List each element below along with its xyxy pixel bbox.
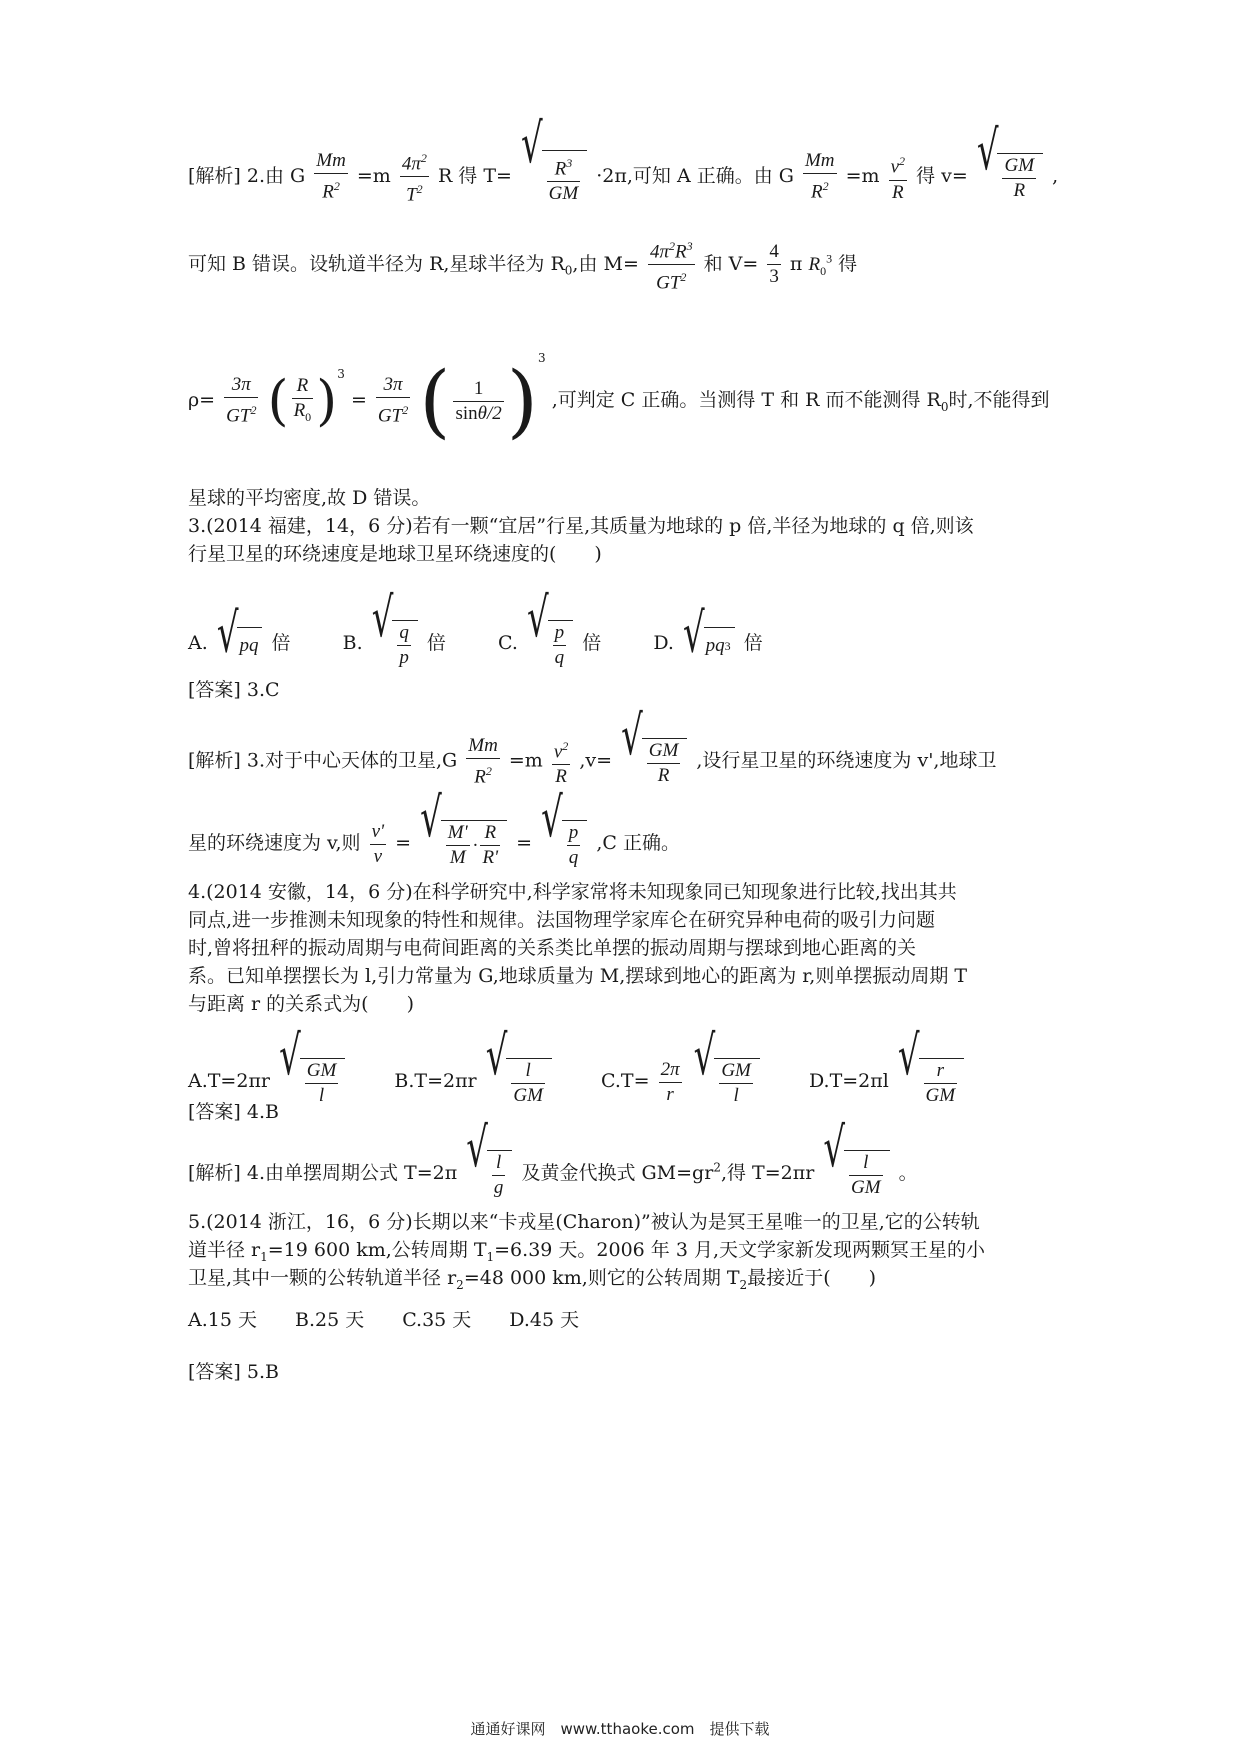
text: 时,不能得到 — [948, 389, 1050, 411]
text: =m — [356, 164, 391, 187]
q5-options: A.15 天 B.25 天 C.35 天 D.45 天 — [188, 1309, 580, 1331]
text: [解析] 4.由单摆周期公式 T=2π — [188, 1162, 458, 1184]
sqrt-GM-R: √ $\frac{GM}{R}$ — [977, 153, 1043, 201]
fraction-1-sin: $\frac{1}{\sin\theta/2}$ — [455, 377, 502, 424]
page-footer: 通通好课网 www.tthaoke.com 提供下载 — [470, 1720, 770, 1738]
sqrt-R3-GM: √ $\frac{R^3}{GM}$ — [521, 150, 587, 204]
text: =m — [508, 749, 543, 772]
q4-answer: [答案] 4.B — [188, 1101, 279, 1123]
fraction-R-R0: $\frac{R}{R_0}$ — [293, 374, 312, 424]
fraction-v2-R: $\frac{v^2}{R}$ — [553, 739, 569, 788]
sqrt-p-q: √ $\frac{p}{q}$ — [541, 820, 587, 868]
analysis2-line2 — [188, 236, 857, 294]
fraction-2pi-r: $\frac{2\pi}{r}$ — [660, 1058, 680, 1105]
option-label: C. — [498, 632, 518, 654]
paren: ( — [267, 369, 289, 432]
q3-answer: [答案] 3.C — [188, 679, 280, 701]
text: ,由 M= — [572, 252, 639, 275]
fraction-4pi2R3-GT2: $\frac{4\pi^2R^3}{GT^2}$ — [649, 239, 693, 294]
q4-options — [188, 1024, 967, 1106]
option-label: D.T=2πl — [808, 1070, 889, 1092]
sqrt-pq: √ pq — [217, 627, 263, 661]
q3-stem-line2: 行星卫星的环绕速度是地球卫星环绕速度的( ) — [188, 543, 602, 565]
q4-stem-line3: 时,曾将扭秤的振动周期与电荷间距离的关系类比单摆的振动周期与摆球到地心距离的关 — [188, 937, 917, 959]
paren: ) — [506, 354, 538, 447]
fraction-3pi-GT2: $\frac{3\pi}{GT^2}$ — [377, 374, 409, 427]
q4-stem-line5: 与距离 r 的关系式为( ) — [188, 993, 414, 1015]
text: 可知 B 错误。设轨道半径为 R,星球半径为 R — [188, 252, 565, 275]
sqrt-GM-R: √ $\frac{GM}{R}$ — [621, 738, 687, 786]
subscript: 1 — [260, 1249, 268, 1264]
sqrt-r-GM: √ $\frac{r}{GM}$ — [898, 1058, 964, 1106]
text: =m — [845, 164, 880, 187]
sqrt-l-GM: √ $\frac{l}{GM}$ — [486, 1058, 552, 1106]
option-label: A.T=2πr — [188, 1070, 271, 1092]
text: 卫星,其中一颗的公转轨道半径 r — [188, 1267, 457, 1289]
q4-stem-line2: 同点,进一步推测未知现象的特性和规律。法国物理学家库仑在研究异种电荷的吸引力问题 — [188, 909, 936, 931]
text: [解析] 2.由 G — [188, 164, 306, 187]
text: ,设行星卫星的环绕速度为 v',地球卫 — [696, 749, 997, 772]
sqrt-p-q: √ $\frac{p}{q}$ — [527, 620, 573, 668]
fraction-Mm-R2: $\frac{Mm}{R^2}$ — [468, 735, 498, 788]
analysis2-line4: 星球的平均密度,故 D 错误。 — [188, 487, 431, 509]
analysis3-line2 — [188, 786, 680, 868]
R0-cubed: $R_0^3$ — [808, 251, 833, 278]
text: 最接近于( ) — [747, 1267, 877, 1289]
text: ,可判定 C 正确。当测得 T 和 R 而不能测得 R — [551, 389, 941, 411]
fraction-v2-R: $\frac{v^2}{R}$ — [890, 154, 906, 203]
q5-stem-line2 — [188, 1238, 985, 1269]
text: =48 000 km,则它的公转周期 T — [463, 1267, 740, 1289]
subscript: 0 — [564, 263, 573, 278]
text: 道半径 r — [188, 1239, 261, 1261]
text: 得 — [838, 252, 858, 275]
sqrt-GM-l: √ $\frac{GM}{l}$ — [279, 1058, 345, 1106]
text: = — [516, 832, 533, 854]
fraction-4pi2-T2: $\frac{4\pi^2}{T^2}$ — [401, 151, 427, 206]
q3-options — [188, 586, 763, 668]
q3-stem-line1: 3.(2014 福建，14，6 分)若有一颗“宜居”行星,其质量为地球的 p 倍,半径为地球的 q 倍,则该 — [188, 515, 974, 537]
option-label: A. — [188, 632, 208, 654]
text: [解析] 3.对于中心天体的卫星,G — [188, 749, 458, 772]
analysis4 — [188, 1116, 918, 1198]
option-label: B. — [342, 632, 363, 654]
fraction-Mm-R2: $\frac{Mm}{R^2}$ — [804, 150, 835, 203]
analysis2-line1 — [188, 112, 1059, 206]
sqrt-ratio: √ $\frac{M'}{M}$ · $\frac{R}{R'}$ — [420, 820, 507, 868]
paren: ) — [316, 369, 338, 432]
text: ρ= — [188, 389, 216, 411]
q4-stem-line4: 系。已知单摆摆长为 l,引力常量为 G,地球质量为 M,摆球到地心的距离为 r,则单摆振动周期 T — [188, 965, 968, 987]
text: R 得 T= — [437, 164, 512, 187]
text: π — [789, 252, 803, 275]
option-label: B.T=2πr — [394, 1070, 477, 1092]
text: 及黄金代换式 GM=gr — [521, 1162, 714, 1184]
text: , — [1052, 164, 1059, 187]
text: = — [350, 389, 367, 411]
subscript: 1 — [486, 1249, 495, 1264]
fraction-Mm-R2: $\frac{Mm}{R^2}$ — [316, 150, 346, 203]
option-label: D. — [653, 632, 674, 654]
text: ,得 T=2πr — [720, 1162, 815, 1184]
paren: ( — [419, 354, 451, 447]
text: 倍 — [426, 632, 446, 654]
analysis3-line1 — [188, 704, 997, 788]
text: 倍 — [582, 632, 602, 654]
text: = — [395, 832, 412, 854]
sqrt-l-GM: √ $\frac{l}{GM}$ — [823, 1150, 889, 1198]
subscript: 2 — [456, 1277, 464, 1292]
text: ·2π,可知 A 正确。由 G — [596, 164, 794, 187]
fraction-4-3: $\frac{4}{3}$ — [769, 241, 779, 288]
text: 和 V= — [703, 252, 759, 275]
text: 倍 — [271, 632, 291, 654]
q4-stem-line1: 4.(2014 安徽，14，6 分)在科学研究中,科学家常将未知现象同已知现象进行比较,找出其共 — [188, 881, 957, 903]
sqrt-q-p: √ $\frac{q}{p}$ — [372, 620, 418, 668]
analysis2-line3: ρ= $\frac{3\pi}{GT^2}$ ( $\frac{R}{R_0}$ )$^3$ = $\frac{3\pi}{GT^2}$ ( $\frac{1}{\sin\theta/2}$ )$^3$ ,可判定 C 正确。当测得 T 和 R 而不能测得 $R_0$时,不能得到 — [188, 351, 1050, 447]
text: ,v= — [579, 749, 613, 772]
superscript: 2 — [713, 1160, 721, 1175]
fraction-3pi-GT2: $\frac{3\pi}{GT^2}$ — [226, 374, 257, 427]
q5-answer: [答案] 5.B — [188, 1361, 279, 1383]
text: 得 v= — [916, 164, 968, 187]
text: 。 — [898, 1162, 918, 1184]
text: 倍 — [743, 632, 763, 654]
sqrt-l-g: √ $\frac{l}{g}$ — [466, 1150, 512, 1198]
q5-stem-line3 — [188, 1266, 876, 1297]
subscript: 2 — [739, 1277, 748, 1292]
text: 星的环绕速度为 v,则 — [188, 832, 361, 854]
subscript: 0 — [940, 399, 949, 414]
text: =6.39 天。2006 年 3 月,天文学家新发现两颗冥王星的小 — [494, 1239, 986, 1261]
text: =19 600 km,公转周期 T — [267, 1239, 487, 1261]
fraction-v-prime-v: $\frac{v'}{v}$ — [371, 820, 385, 867]
text: ,C 正确。 — [596, 832, 680, 854]
sqrt-GM-l: √ $\frac{GM}{l}$ — [694, 1058, 760, 1106]
option-label: C.T= — [601, 1070, 650, 1092]
q5-stem-line1: 5.(2014 浙江，16，6 分)长期以来“卡戎星(Charon)”被认为是冥王星唯一的卫星,它的公转轨 — [188, 1211, 980, 1233]
sqrt-pq3: √ pq 3 — [683, 627, 735, 661]
